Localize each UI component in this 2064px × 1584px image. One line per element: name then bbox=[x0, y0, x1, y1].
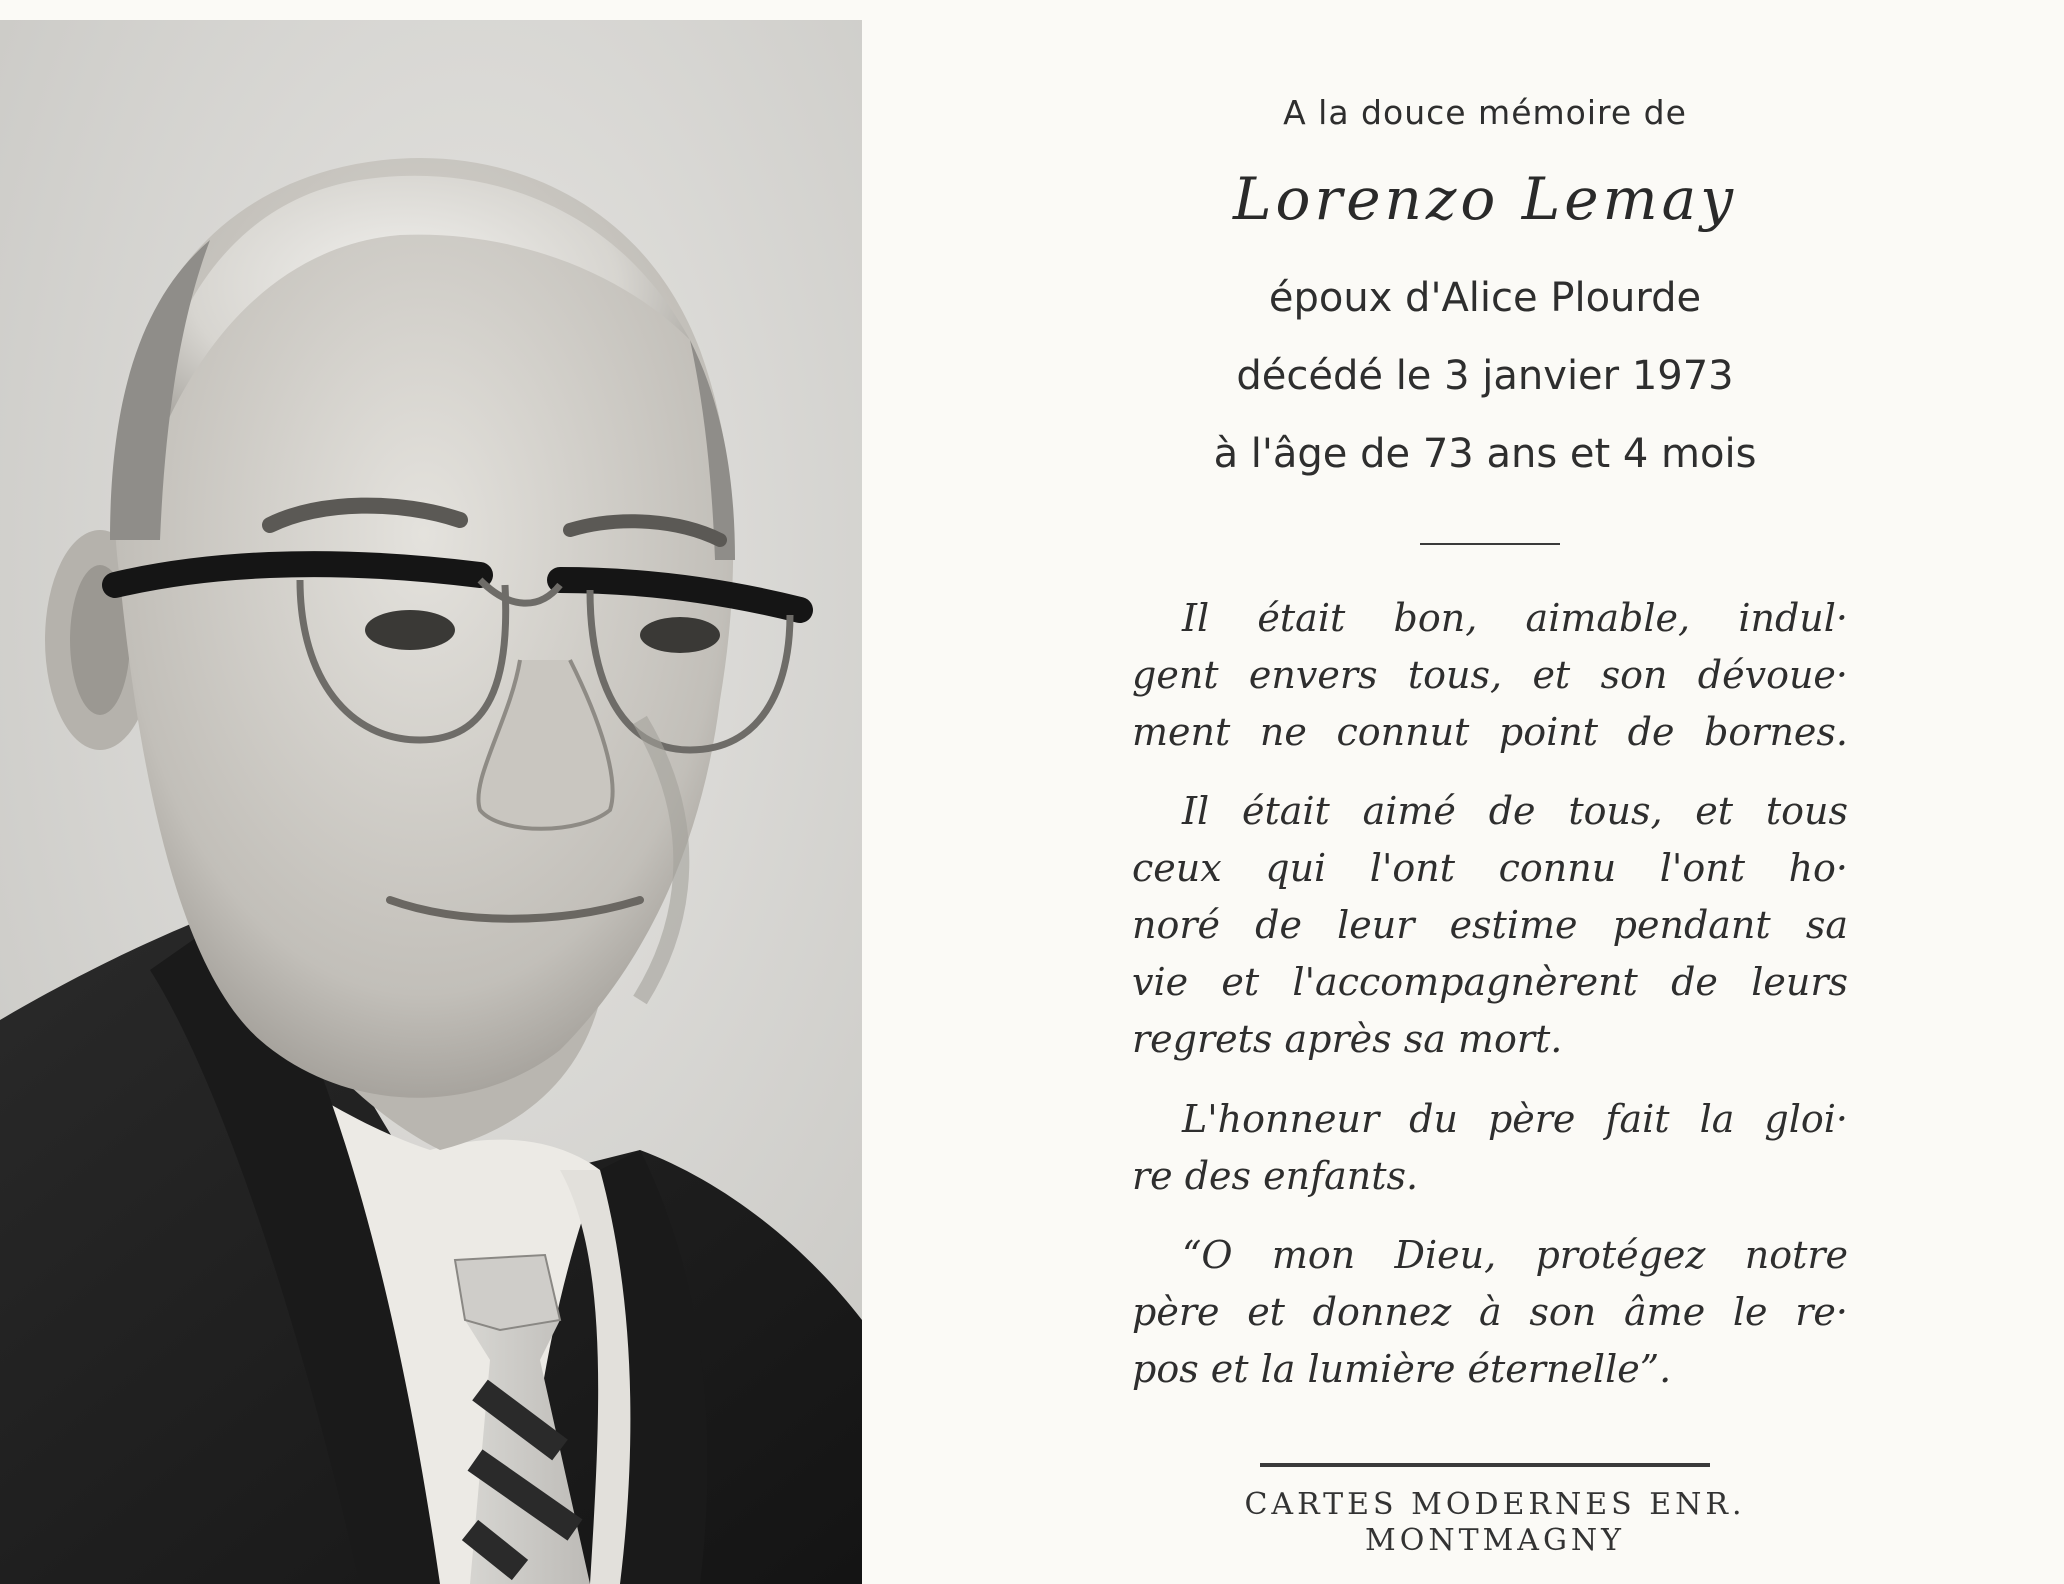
portrait-image bbox=[0, 20, 862, 1584]
paragraph-2 bbox=[1132, 783, 1848, 1068]
divider-short bbox=[1420, 543, 1560, 545]
deceased-name: Lorenzo Lemay bbox=[1233, 165, 1737, 233]
paragraph-line: père et donnez à son âme le re· bbox=[1132, 1290, 1848, 1334]
paragraph-line: vie et l'accompagnèrent de leurs bbox=[1132, 960, 1848, 1004]
paragraph-line: regrets après sa mort. bbox=[1132, 1017, 1563, 1061]
printer-city: MONTMAGNY bbox=[1365, 1523, 1625, 1558]
paragraph-1 bbox=[1132, 590, 1848, 761]
paragraph-line: re des enfants. bbox=[1132, 1154, 1419, 1198]
paragraph-line: ment ne connut point de bornes. bbox=[1132, 710, 1848, 754]
spouse-line: époux d'Alice Plourde bbox=[1268, 275, 1702, 321]
paragraph-3 bbox=[1132, 1091, 1848, 1205]
printer-name: CARTES MODERNES ENR. bbox=[1244, 1487, 1746, 1522]
paragraph-line: pos et la lumière éternelle”. bbox=[1132, 1347, 1672, 1391]
paragraph-line: Il était aimé de tous, et tous bbox=[1182, 789, 1848, 833]
paragraph-4 bbox=[1132, 1227, 1848, 1398]
age-line: à l'âge de 73 ans et 4 mois bbox=[1213, 431, 1757, 477]
paragraph-line: ceux qui l'ont connu l'ont ho· bbox=[1132, 846, 1848, 890]
paragraph-line: gent envers tous, et son dévoue· bbox=[1132, 653, 1848, 697]
death-date-line: décédé le 3 janvier 1973 bbox=[1236, 353, 1734, 399]
paragraph-line: noré de leur estime pendant sa bbox=[1132, 903, 1848, 947]
paragraph-line: Il était bon, aimable, indul· bbox=[1182, 596, 1848, 640]
paragraph-line: L'honneur du père fait la gloi· bbox=[1182, 1097, 1848, 1141]
portrait-photo bbox=[0, 20, 862, 1584]
memorial-text-panel bbox=[1115, 85, 1985, 1575]
divider-long bbox=[1260, 1463, 1710, 1467]
intro-line: A la douce mémoire de bbox=[1283, 93, 1687, 132]
paragraph-line: “O mon Dieu, protégez notre bbox=[1182, 1233, 1848, 1277]
